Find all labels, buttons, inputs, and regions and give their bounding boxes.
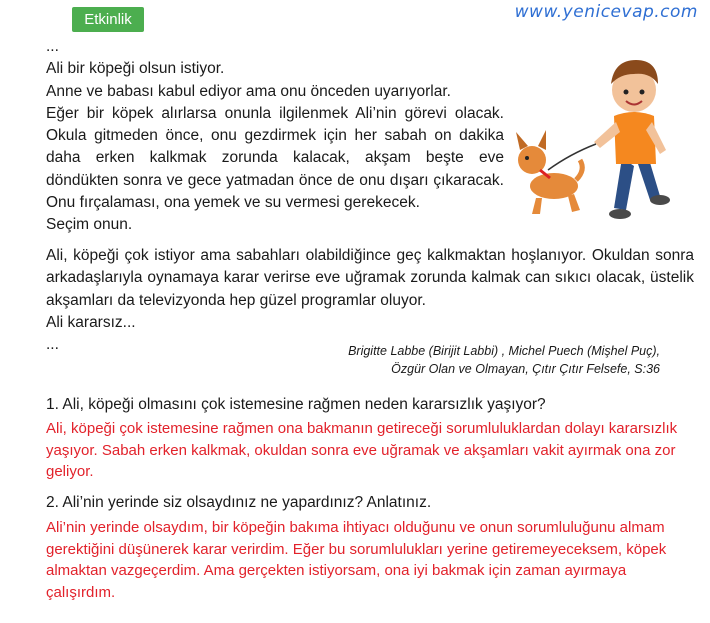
story-line: Ali bir köpeği olsun istiyor. — [46, 60, 225, 78]
story-paragraph-2-text: Ali, köpeği çok istiyor ama sabahları olabildiğince geç kalkmaktan hoşlanıyor. Okuldan sonra arkadaşlarıyla oynamaya karar verirse eve uğramak zorunda kalmak can sıkıcı olacak, üstelik akşamları da televizyonda hep güzel programlar oluyor. — [46, 247, 694, 309]
citation-source: Özgür Olan ve Olmayan, Çıtır Çıtır Felsefe, S:36 — [391, 362, 660, 376]
question-1: 1. Ali, köpeği olmasını çok istemesine rağmen neden kararsızlık yaşıyor? — [46, 396, 546, 413]
story-line: Eğer bir köpek alırlarsa onunla ilgilenmek Ali’nin görevi olacak. Okula gitmeden önce, onu gezdirmek için her sabah on dakika daha erken kalkmak zorunda kalacak, akşam beşte eve döndükten sonra ve gece yatmadan önce de onu dışarı çıkaracak. Onu fırçalaması, ona yemek ve su vermesi gerekecek. — [46, 104, 504, 212]
story-paragraph-2 — [46, 245, 694, 356]
dog-eye — [525, 156, 529, 160]
boy-eye — [640, 90, 645, 95]
dog-leash — [548, 144, 596, 170]
story-line: Seçim onun. — [46, 216, 133, 234]
citation — [300, 342, 660, 378]
dog-leg — [568, 194, 580, 212]
story-text — [46, 36, 504, 237]
dog-tail — [576, 160, 582, 180]
story-ellipsis-top: ... — [46, 38, 59, 55]
question-2: 2. Ali’nin yerinde siz olsaydınız ne yapardınız? Anlatınız. — [46, 494, 432, 511]
dog-ear — [538, 130, 546, 150]
boy-shoe-right — [650, 195, 670, 205]
boy-leg-left — [614, 158, 634, 210]
boy-shirt — [614, 112, 656, 164]
boy-eye — [624, 90, 629, 95]
answer-2: Ali’nin yerinde olsaydım, bir köpeğin bakıma ihtiyacı olduğunu ve onun sorumluluğunu almam gerektiğini düşünerek karar verirdim. Eğer bu sorumlulukları yerine getiremeyeceksem, köpek almaktan vazgeçerdim. Ama gerçekten istiyorsam, ona iyi bakmak için zaman ayırmaya çalışırdım. — [46, 519, 667, 601]
boy-walking-dog-illustration — [510, 38, 682, 224]
answer-1: Ali, köpeği çok istemesine rağmen ona bakmanın getireceği sorumluluklardan dolayı kararsızlık yaşıyor. Sabah erken kalkmak, okuldan sonra eve uğramak ve akşamları vakit ayırmak ona zor geliyor. — [46, 420, 678, 480]
dog-leg — [532, 198, 542, 214]
activity-badge: Etkinlik — [72, 7, 144, 32]
story-line-end: Ali kararsız... — [46, 313, 136, 331]
story-ellipsis-bottom: ... — [46, 336, 59, 354]
citation-authors: Brigitte Labbe (Birijit Labbi) , Michel Puech (Mişhel Puç), — [348, 344, 660, 358]
site-watermark: www.yenicevap.com — [514, 2, 698, 22]
story-line: Anne ve babası kabul ediyor ama onu önceden uyarıyorlar. — [46, 82, 451, 100]
boy-shoe-left — [609, 209, 631, 219]
